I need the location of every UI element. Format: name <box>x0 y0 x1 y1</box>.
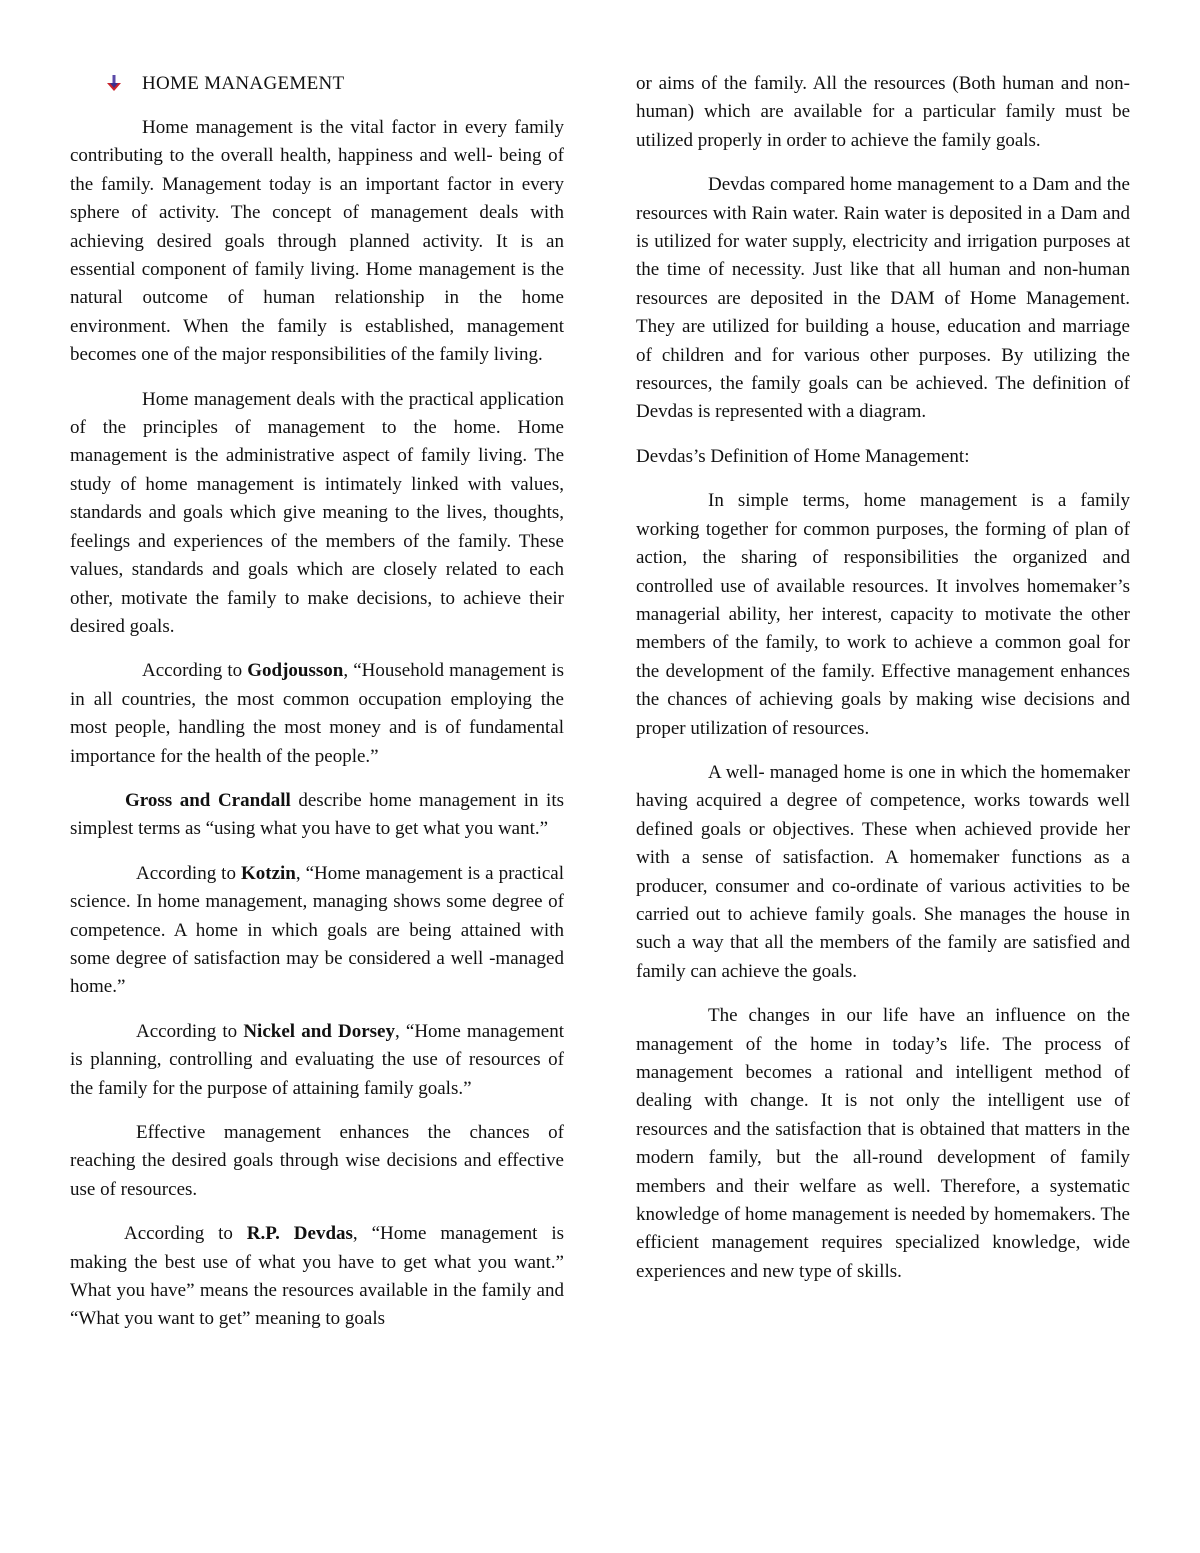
paragraph-kotzin <box>70 860 564 1002</box>
lead-text: According to <box>142 660 248 682</box>
paragraph-godjousson <box>70 657 564 771</box>
author-name-kotzin: Kotzin <box>240 862 296 884</box>
paragraph-continuation: or aims of the family. All the resources (Both human and non-human) which are available for a particular family must be utilized properly in order to achieve the family goals. <box>636 73 1130 151</box>
author-name-godjousson: Godjousson <box>247 660 344 682</box>
author-name-nickel-dorsey: Nickel and Dorsey <box>243 1020 395 1042</box>
paragraph-effective-management: Effective management enhances the chances of reaching the desired goals through wise decisions and effective use of resources. <box>70 1122 564 1200</box>
lead-text: According to <box>136 1020 244 1042</box>
section-heading <box>70 70 564 98</box>
author-name-gross-crandall: Gross and Crandall <box>125 789 291 811</box>
paragraph-devdas <box>70 1220 564 1334</box>
paragraph-practical-application: Home management deals with the practical application of the principles of management to the home. Home management is the administrative aspect of family living. The study of home management is intimately linked with values, standards and goals which give meaning to the lives, thoughts, feelings and experiences of the members of the family. These values, standards and goals which are closely related to each other, motivate the family to make decisions, to achieve their desired goals. <box>70 388 564 637</box>
paragraph-simple-terms: In simple terms, home management is a family working together for common purposes, the forming of plan of action, the sharing of responsibilities the organized and controlled use of available resources. It involves homemaker’s managerial ability, her interest, capacity to motivate the other members of the family, to work to achieve a common goal for the development of the family. Effective management enhances the chances of achieving goals by making wise decisions and proper utilization of resources. <box>636 490 1130 739</box>
paragraph-dam-analogy: Devdas compared home management to a Dam and the resources with Rain water. Rain water is deposited in a Dam and is utilized for water supply, electricity and irrigation purposes at the time of necessity. Just like that all human and non-human resources are deposited in the DAM of Home Management. They are utilized for building a house, education and marriage of children and for various other purposes. By utilizing the resources, the family goals can be achieved. The definition of Devdas is represented with a diagram. <box>636 174 1130 423</box>
quote-text: , “Home management is planning, controlling and evaluating the use of resources of the family for the purpose of attaining family goals.” <box>70 1020 565 1099</box>
paragraph-intro: Home management is the vital factor in every family contributing to the overall health, happiness and well- being of the family. Management today is an important factor in every sphere of activity. The concept of management deals with achieving desired goals through planned activity. It is an essential component of family living. Home management is the natural outcome of human relationship in the home environment. When the family is established, management becomes one of the major responsibilities of the family living. <box>70 117 564 366</box>
lead-text: According to <box>136 862 241 884</box>
left-column <box>70 70 564 1350</box>
quote-text: , “Home management is a practical science. In home management, managing shows some degree of competence. A home in which goals are being attained with some degree of satisfaction may be considered a well -managed home.” <box>70 862 565 998</box>
paragraph-nickel-dorsey <box>70 1018 564 1103</box>
lead-text: According to <box>124 1223 247 1245</box>
paragraph-changes-in-life: The changes in our life have an influence on the management of the home in today’s life. The process of management becomes a rational and intelligent method of dealing with change. It is not only the intelligent use of resources and the satisfaction that is obtained that matters in the modern family, but the all-round development of family members and their welfare as well. Therefore, a systematic knowledge of home management is needed by homemakers. The efficient management requires specialized knowledge, wide experiences and new type of skills. <box>636 1005 1130 1282</box>
quote-text: , “Home management is making the best use of what you have to get what you want.” What you have” means the resources available in the family and “What you want to get” meaning to goals <box>70 1223 564 1330</box>
author-name-devdas: R.P. Devdas <box>246 1223 353 1245</box>
quote-text: , “Household management is in all countries, the most common occupation employing the most people, handling the most money and is of fundamental importance for the health of the people.” <box>70 660 564 767</box>
quote-text: describe home management in its simplest terms as “using what you have to get what you want.” <box>70 789 564 840</box>
paragraph-well-managed-home: A well- managed home is one in which the homemaker having acquired a degree of competence, works towards well defined goals or objectives. These when achieved provide her with a sense of satisfaction. A homemaker functions as a producer, consumer and co-ordinate of various activities to be carried out to achieve family goals. She manages the house in such a way that all the members of the family are satisfied and family can achieve the goals. <box>636 761 1130 982</box>
page-title: HOME MANAGEMENT <box>142 72 345 94</box>
paragraph-gross-crandall <box>70 787 564 844</box>
right-column <box>636 70 1130 1302</box>
arrow-down-icon <box>106 72 140 96</box>
subheading-devdas-definition: Devdas’s Definition of Home Management: <box>636 445 970 467</box>
